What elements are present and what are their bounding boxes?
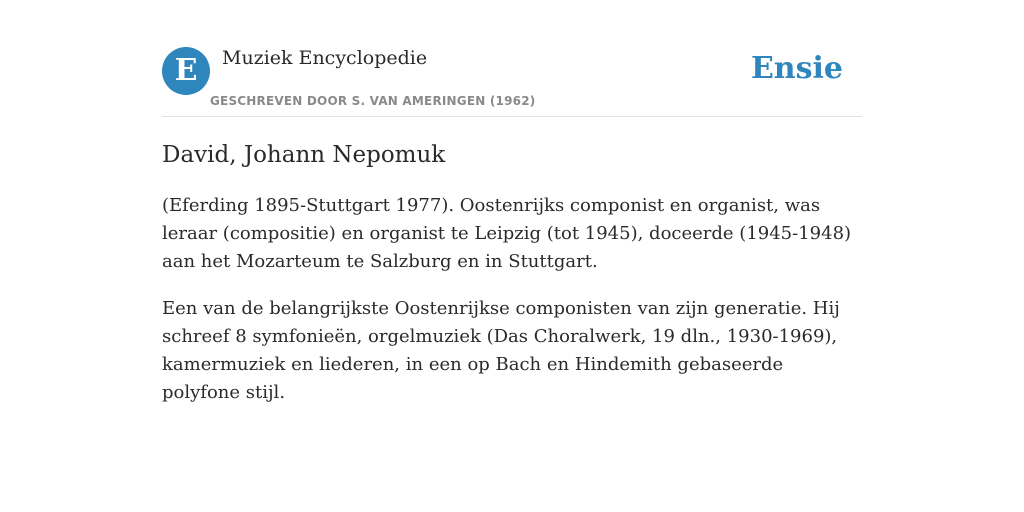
entry-paragraph: (Eferding 1895-Stuttgart 1977). Oostenrijks componist en organist, was leraar (compositie) en organist te Leipzig (tot 1945), doceerde (1945-1948) aan het Mozarteum te Salzburg en in Stuttgart.	[162, 195, 852, 272]
author-byline: GESCHREVEN DOOR S. VAN AMERINGEN (1962)	[210, 94, 536, 108]
entry-title: David, Johann Nepomuk	[162, 142, 446, 168]
entry-header	[162, 46, 862, 117]
source-title[interactable]: Muziek Encyclopedie	[222, 47, 428, 69]
entry-card	[162, 0, 862, 512]
encyclopedia-logo-icon[interactable]: E	[162, 47, 210, 95]
brand-logo[interactable]: Ensie	[750, 51, 843, 86]
entry-body	[162, 192, 862, 426]
entry-paragraph: Een van de belangrijkste Oostenrijkse componisten van zijn generatie. Hij schreef 8 symfonieën, orgelmuziek (Das Choralwerk, 19 dln., 1930-1969), kamermuziek en liederen, in een op Bach en Hindemith gebaseerde polyfone stijl.	[162, 298, 840, 403]
